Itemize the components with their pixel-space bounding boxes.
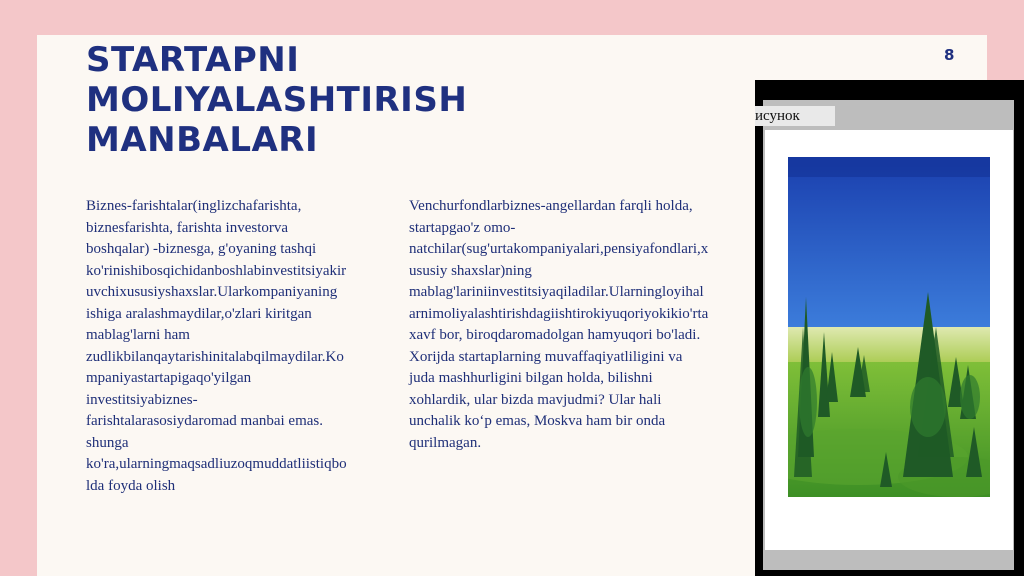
business-angels-paragraph: Biznes-farishtalar(inglizchafarishta, biznesfarishta, farishta investorva boshqalar) -biznesga, g'oyaning tashqi ko'rinishibosqichidanboshlabinvestitsiyakiruvchixususiyshaxslar.Ularkompaniyaning ishiga aralashmaydilar,o'zlari kiritgan mablag'larni ham zudlikbilanqaytarishinitalabqilmaydilar.Kompaniyastartapigaqo'yilgan investitsiyabiznes-farishtalarasosiydaromad manbai emas. shunga ko'ra,ularningmaqsadliuzoqmuddatliistiqbolda foyda olish xyxy=(86,198,347,494)
slide-title: STARTAPNI MOLIYALASHTIRISH MANBALARI xyxy=(86,40,468,160)
figure-label: исунок xyxy=(755,106,835,126)
pink-frame-left xyxy=(0,35,37,290)
page-number: 8 xyxy=(944,46,955,64)
venture-funds-paragraph: Venchurfondlarbiznes-angellardan farqli holda, startapgao'z omo-natchilar(sug'urtakompaniyalari,pensiyafondlari,xususiy shaxslar)ning mablag'lariniinvestitsiyaqiladilar.Ularningloyihalarnimoliyalashtirishdagiishtirokiyuqoriyokikio'rtaxavf bor, biroqdaromadolgan hamyuqori bo'ladi. Xorijda startaplarning muvaffaqiyatliligini va juda mashhurligini bilgan holda, bilishni xohlardik, ular bizda mavjudmi? Ular hali unchalik ko‘p emas, Moskva ham bir onda qurilmagan. xyxy=(409,198,709,451)
landscape-trees-icon xyxy=(788,157,990,497)
